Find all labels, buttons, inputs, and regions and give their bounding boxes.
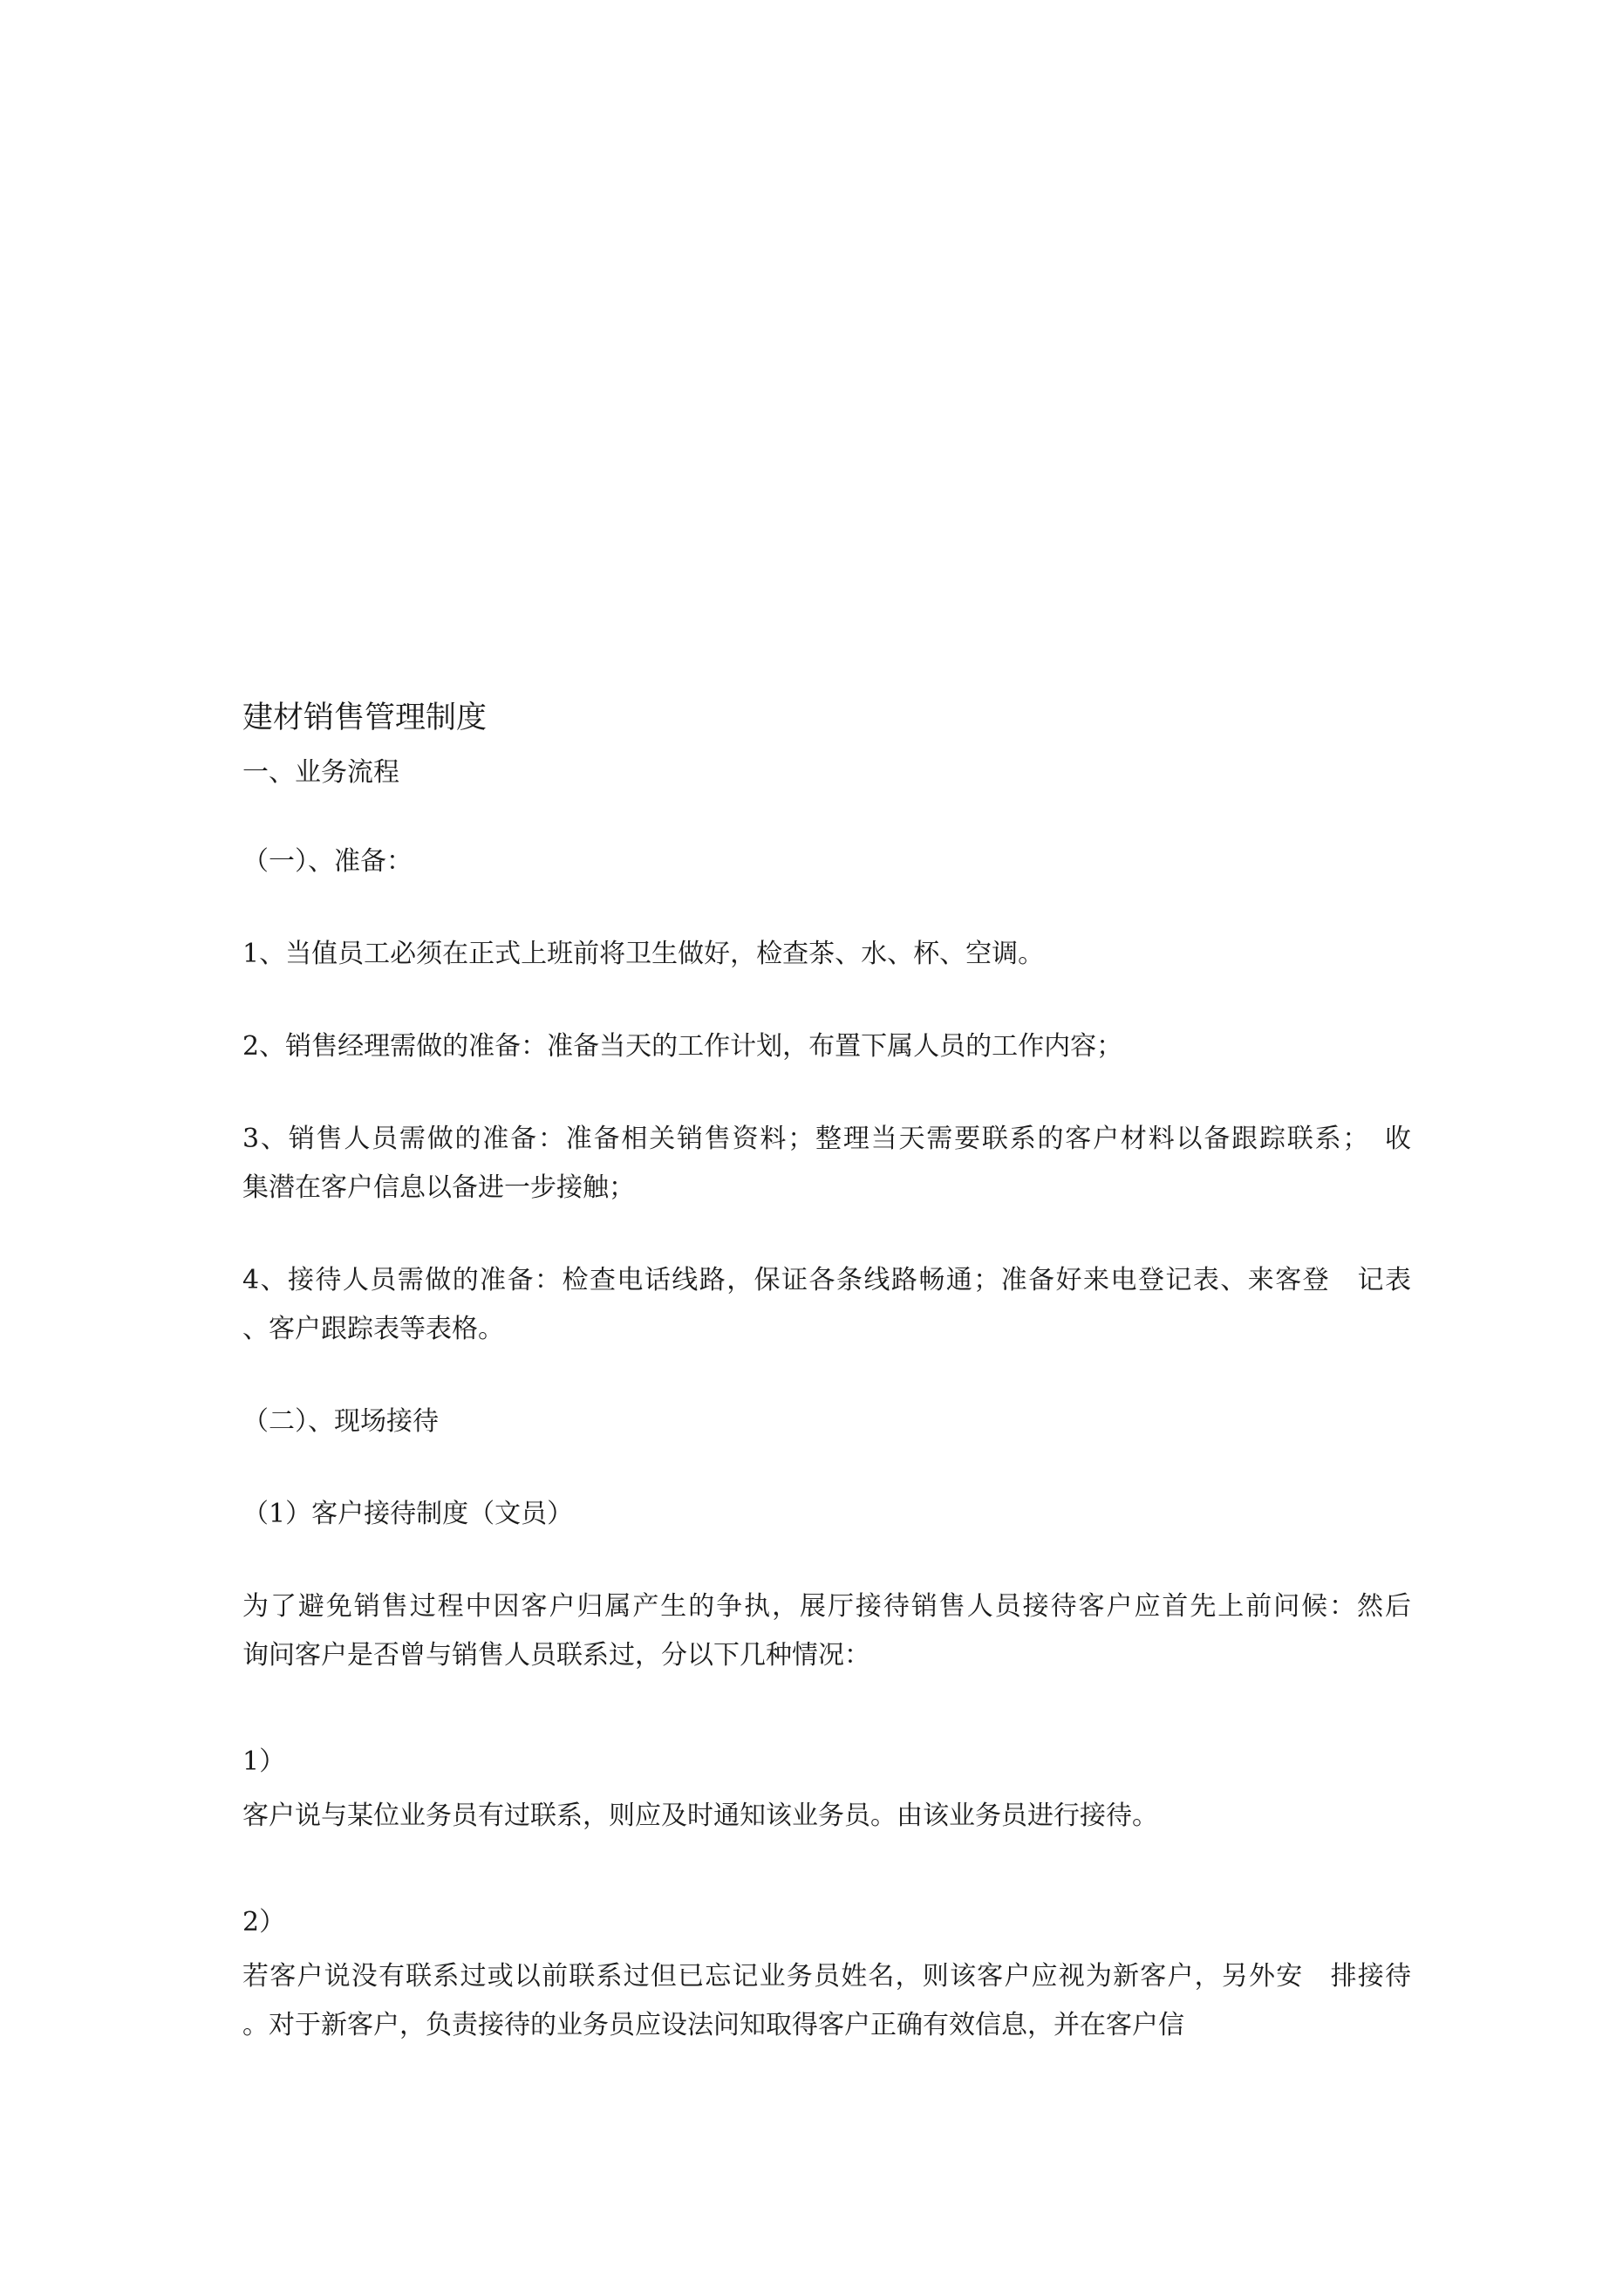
document-title: 建材销售管理制度 <box>242 700 488 735</box>
subsection-heading-reception: （二）、现场接待 <box>242 1406 439 1437</box>
paragraph-1-line-2: 询问客户是否曾与销售人员联系过，分以下几种情况： <box>242 1640 870 1671</box>
subsection-heading-customer-reception-policy: （1）客户接待制度（文员） <box>242 1499 574 1529</box>
list-item-4-line-1: 4、接待人员需做的准备：检查电话线路，保证各条线路畅通；准备好来电登记表、来客登 记表 <box>242 1265 1411 1295</box>
list-item-1: 1、当值员工必须在正式上班前将卫生做好，检查茶、水、杯、空调。 <box>242 939 1045 969</box>
subsection-heading-preparation: （一）、准备： <box>242 846 413 877</box>
paragraph-1-line-1: 为了避免销售过程中因客户归属产生的争执，展厅接待销售人员接待客户应首先上前问候：然后 <box>242 1591 1411 1622</box>
list-item-4-line-2: 、客户跟踪表等表格。 <box>242 1314 504 1344</box>
case-2-line-1: 若客户说没有联系过或以前联系过但已忘记业务员姓名，则该客户应视为新客户，另外安 排接待 <box>242 1961 1411 1992</box>
case-2-line-2: 。对于新客户，负责接待的业务员应设法问知取得客户正确有效信息，并在客户信 <box>242 2010 1184 2040</box>
case-1-text: 客户说与某位业务员有过联系，则应及时通知该业务员。由该业务员进行接待。 <box>242 1801 1158 1831</box>
list-item-2: 2、销售经理需做的准备：准备当天的工作计划，布置下属人员的工作内容； <box>242 1031 1123 1062</box>
case-1-number: 1） <box>242 1746 286 1777</box>
list-item-3-line-2: 集潜在客户信息以备进一步接触； <box>242 1172 635 1203</box>
section-heading-business-process: 一、业务流程 <box>242 757 399 788</box>
list-item-3-line-1: 3、销售人员需做的准备：准备相关销售资料；整理当天需要联系的客户材料以备跟踪联系； 收 <box>242 1124 1411 1154</box>
case-2-number: 2） <box>242 1907 286 1937</box>
